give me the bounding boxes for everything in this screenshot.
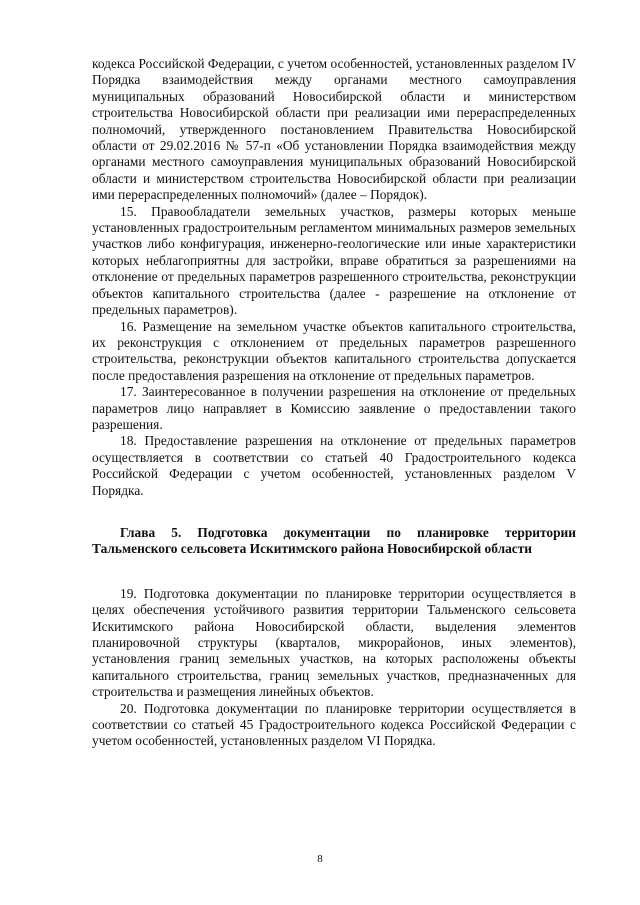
paragraph: кодекса Российской Федерации, с учетом особенностей, установленных разделом IV Порядка взаимодействия между органами местного самоуправления муниципальных образований Новосибирской области и министерством строительства Новосибирской области при реализации ими перераспределенных полномочий, утвержденного постановлением Правительства Новосибирской области от 29.02.2016 № 57-п «Об установлении Порядка взаимодействия между органами местного самоуправления муниципальных образований Новосибирской области и министерством строительства Новосибирской области при реализации ими перераспределенных полномочий» (далее – Порядок). bbox=[92, 56, 576, 203]
chapter-heading: Глава 5. Подготовка документации по планировке территории Тальменского сельсовета Искитимского района Новосибирской области bbox=[92, 524, 576, 557]
paragraph: 20. Подготовка документации по планировке территории осуществляется в соответствии со статьей 45 Градостроительного кодекса Российской Федерации с учетом особенностей, установленных разделом VI Порядка. bbox=[92, 700, 576, 749]
paragraph: 16. Размещение на земельном участке объектов капитального строительства, их реконструкция с отклонением от предельных параметров разрешенного строительства, реконструкции объектов капитального строительства допускается после предоставления разрешения на отклонение от предельных параметров. bbox=[92, 318, 576, 383]
paragraph: 19. Подготовка документации по планировке территории осуществляется в целях обеспечения устойчивого развития территории Тальменского сельсовета Искитимского района Новосибирской области, выделения элементов планировочной структуры (кварталов, микрорайонов, иных элементов), установления границ земельных участков, на которых расположены объекты капитального строительства, границ земельных участков, предназначенных для строительства и размещения линейных объектов. bbox=[92, 585, 576, 700]
paragraphs-top bbox=[92, 56, 576, 499]
paragraph: 15. Правообладатели земельных участков, размеры которых меньше установленных градостроительным регламентом минимальных размеров земельных участков либо конфигурация, инженерно-геологические или иные характеристики которых неблагоприятны для застройки, вправе обратиться за разрешениями на отклонение от предельных параметров разрешенного строительства, реконструкции объектов капитального строительства (далее - разрешение на отклонение от предельных параметров). bbox=[92, 203, 576, 318]
paragraphs-bottom bbox=[92, 586, 576, 750]
paragraph: 17. Заинтересованное в получении разрешения на отклонение от предельных параметров лицо направляет в Комиссию заявление о предоставлении такого разрешения. bbox=[92, 384, 576, 432]
page-number: 8 bbox=[317, 853, 323, 865]
document-body bbox=[92, 56, 576, 750]
paragraph: 18. Предоставление разрешения на отклонение от предельных параметров осуществляется в соответствии со статьей 40 Градостроительного кодекса Российской Федерации с учетом особенностей, установленных разделом V Порядка. bbox=[92, 433, 576, 498]
